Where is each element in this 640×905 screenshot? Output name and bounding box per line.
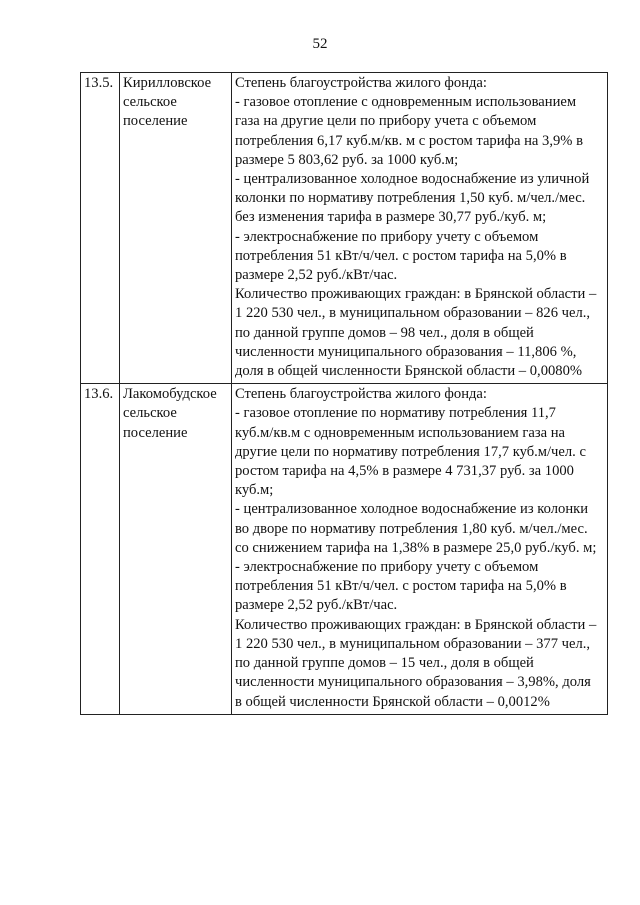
settlement-name-line: поселение: [123, 424, 188, 441]
settlement-name: [120, 384, 232, 714]
description-line: другие цели по нормативу потребления 17,7 куб.м/чел. с: [235, 443, 586, 460]
description-line: газа на другие цели по прибору учета с объемом: [235, 113, 537, 130]
description-line: колонки по нормативу потребления 1,50 куб. м/чел./мес.: [235, 190, 586, 207]
description-line: в общей численности Брянской области – 0,0012%: [235, 693, 550, 710]
description-line: 1 220 530 чел., в муниципальном образовании – 826 чел.,: [235, 305, 591, 322]
description-line: Количество проживающих граждан: в Брянской области –: [235, 616, 597, 633]
settlement-name-line: сельское: [123, 405, 177, 422]
description-line: размере 5 803,62 руб. за 1000 куб.м;: [235, 151, 459, 168]
settlement-description: [232, 73, 608, 384]
settlement-description: [232, 384, 608, 714]
description-line: численности муниципального образования – 11,806 %,: [235, 343, 577, 360]
description-line: - централизованное холодное водоснабжение из колонки: [235, 501, 589, 518]
description-line: - газовое отопление по нормативу потребления 11,7: [235, 405, 556, 422]
description-line: - газовое отопление с одновременным использованием: [235, 94, 577, 111]
settlement-name: [120, 73, 232, 384]
description-line: по данной группе домов – 15 чел., доля в общей: [235, 655, 534, 672]
description-line: - централизованное холодное водоснабжение из уличной: [235, 171, 590, 188]
description-line: размере 2,52 руб./кВт/час.: [235, 597, 398, 614]
description-line: - электроснабжение по прибору учету с объемом: [235, 228, 539, 245]
description-line: Степень благоустройства жилого фонда:: [235, 75, 487, 91]
description-line: куб.м/кв.м с одновременным использованием газа на: [235, 424, 565, 441]
table-body: [81, 73, 608, 715]
row-number: 13.6.: [81, 384, 120, 714]
description-line: размере 2,52 руб./кВт/час.: [235, 267, 398, 284]
description-line: во дворе по нормативу потребления 1,80 куб. м/чел./мес.: [235, 520, 588, 537]
table-row: [81, 384, 608, 714]
settlement-name-line: Лакомобудское: [123, 386, 217, 403]
description-line: ростом тарифа на 4,5% в размере 4 731,37 руб. за 1000: [235, 463, 574, 480]
table-row: [81, 73, 608, 384]
description-line: Количество проживающих граждан: в Брянской области –: [235, 286, 597, 303]
settlement-name-line: сельское: [123, 94, 177, 111]
description-line: потребления 51 кВт/ч/чел. с ростом тарифа на 5,0% в: [235, 247, 567, 264]
description-line: без изменения тарифа в размере 30,77 руб./куб. м;: [235, 209, 547, 226]
page-number: 52: [312, 36, 328, 52]
settlement-name-line: Кирилловское: [123, 75, 212, 91]
description-line: потребления 6,17 куб.м/кв. м с ростом тарифа на 3,9% в: [235, 132, 583, 149]
description-line: 1 220 530 чел., в муниципальном образовании – 377 чел.,: [235, 635, 591, 652]
description-line: - электроснабжение по прибору учету с объемом: [235, 559, 539, 576]
description-line: по данной группе домов – 98 чел., доля в общей: [235, 324, 534, 341]
description-line: Степень благоустройства жилого фонда:: [235, 386, 487, 403]
description-line: потребления 51 кВт/ч/чел. с ростом тарифа на 5,0% в: [235, 578, 567, 595]
settlement-name-line: поселение: [123, 113, 188, 130]
description-line: доля в общей численности Брянской области – 0,0080%: [235, 363, 583, 380]
row-number: 13.5.: [81, 73, 120, 384]
settlement-table: [80, 72, 608, 715]
description-line: со снижением тарифа на 1,38% в размере 25,0 руб./куб. м;: [235, 539, 597, 556]
description-line: куб.м;: [235, 482, 274, 499]
description-line: численности муниципального образования – 3,98%, доля: [235, 674, 591, 691]
